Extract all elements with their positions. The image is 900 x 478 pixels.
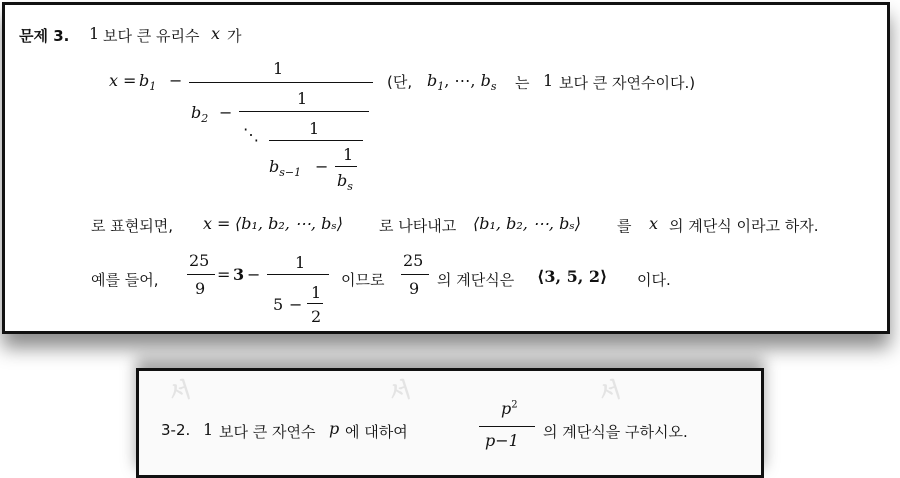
problem-label: 문제 3. xyxy=(19,27,70,45)
intro-text: 보다 큰 유리수 xyxy=(103,27,200,45)
intro-postfix: 가 xyxy=(227,27,242,45)
example-equals: = xyxy=(217,265,231,284)
cf-diagonal-dots: ⋱ xyxy=(243,125,259,144)
question-number: 1 xyxy=(203,420,214,439)
example-fraction-bar-3 xyxy=(307,303,323,304)
cf-numerator-4: 1 xyxy=(343,145,354,164)
line2-prefix: 로 표현되면, xyxy=(91,217,173,235)
cf-numerator-3: 1 xyxy=(309,119,320,138)
condition-text: 보다 큰 자연수이다.) xyxy=(559,74,696,92)
cf-equals: = xyxy=(123,71,137,90)
example-denominator-2: 9 xyxy=(409,279,420,298)
example-numerator-2: 25 xyxy=(403,251,424,270)
example-three: 3 xyxy=(233,265,245,284)
watermark-3: 서 xyxy=(596,377,625,408)
example-tuple: ⟨3, 5, 2⟩ xyxy=(537,267,608,286)
line2-tuple-2: ⟨b₁, b₂, ⋯, bₛ⟩ xyxy=(473,214,581,233)
cf-bs-minus-1: $b_{s-1}$ xyxy=(269,157,302,179)
condition-postfix: 는 xyxy=(515,74,530,92)
example-minus-2: − xyxy=(289,295,303,314)
watermark-2: 서 xyxy=(386,377,415,408)
example-middle: 이므로 xyxy=(341,271,385,289)
example-inner-two: 2 xyxy=(311,307,322,326)
question-label: 3-2. xyxy=(161,421,191,439)
example-five: 5 xyxy=(273,295,284,314)
cf-lhs: x xyxy=(109,71,119,90)
condition-seq: $b_1$, ⋯, $b_s$ xyxy=(427,71,497,93)
cf-minus-1: − xyxy=(169,71,183,90)
intro-number: 1 xyxy=(89,24,100,43)
example-fraction-bar-2 xyxy=(267,274,329,275)
cf-b2: $b_2$ xyxy=(191,103,209,125)
question-text-1: 보다 큰 자연수 xyxy=(219,423,316,441)
intro-variable: x xyxy=(211,24,221,43)
example-inner-one: 1 xyxy=(311,283,322,302)
cf-bs: $b_s$ xyxy=(337,171,353,193)
question-frac-denominator: p−1 xyxy=(485,431,519,450)
example-prefix: 예를 들어, xyxy=(91,271,159,289)
example-numerator-one: 1 xyxy=(295,253,306,272)
line2-middle: 로 나타내고 xyxy=(379,217,457,235)
cf-minus-2: − xyxy=(219,103,233,122)
example-end: 이다. xyxy=(637,271,671,289)
example-minus: − xyxy=(247,265,261,284)
example-numerator: 25 xyxy=(189,251,210,270)
example-fraction-bar xyxy=(187,274,215,275)
question-box xyxy=(136,368,764,478)
question-frac-numerator: $p^2$ xyxy=(501,399,518,418)
cf-b1: $b_1$ xyxy=(139,71,157,93)
line2-x-2: x xyxy=(649,214,659,233)
line2-x: x xyxy=(203,214,213,233)
watermark-1: 서 xyxy=(166,377,195,408)
line2-tuple: ⟨b₁, b₂, ⋯, bₛ⟩ xyxy=(235,214,343,233)
line2-middle-2: 를 xyxy=(617,217,632,235)
question-fraction-bar xyxy=(479,426,535,427)
line2-equals: = xyxy=(217,214,231,233)
question-text-2: 에 대하여 xyxy=(345,423,408,441)
question-text-3: 의 계단식을 구하시오. xyxy=(543,423,688,441)
cf-numerator-1: 1 xyxy=(273,59,284,78)
cf-fraction-bar-1 xyxy=(189,82,373,83)
cf-numerator-2: 1 xyxy=(297,89,308,108)
example-denominator: 9 xyxy=(195,279,206,298)
cf-fraction-bar-2 xyxy=(239,111,369,112)
example-postfix: 의 계단식은 xyxy=(437,271,515,289)
example-fraction-bar-4 xyxy=(401,274,429,275)
condition-open: (단, xyxy=(387,73,413,91)
problem-box xyxy=(2,2,890,334)
cf-fraction-bar-4 xyxy=(335,166,357,167)
cf-minus-3: − xyxy=(315,157,329,176)
question-variable: p xyxy=(329,419,340,438)
line2-postfix: 의 계단식 이라고 하자. xyxy=(669,217,819,235)
condition-number: 1 xyxy=(543,71,554,90)
cf-fraction-bar-3 xyxy=(269,140,363,141)
